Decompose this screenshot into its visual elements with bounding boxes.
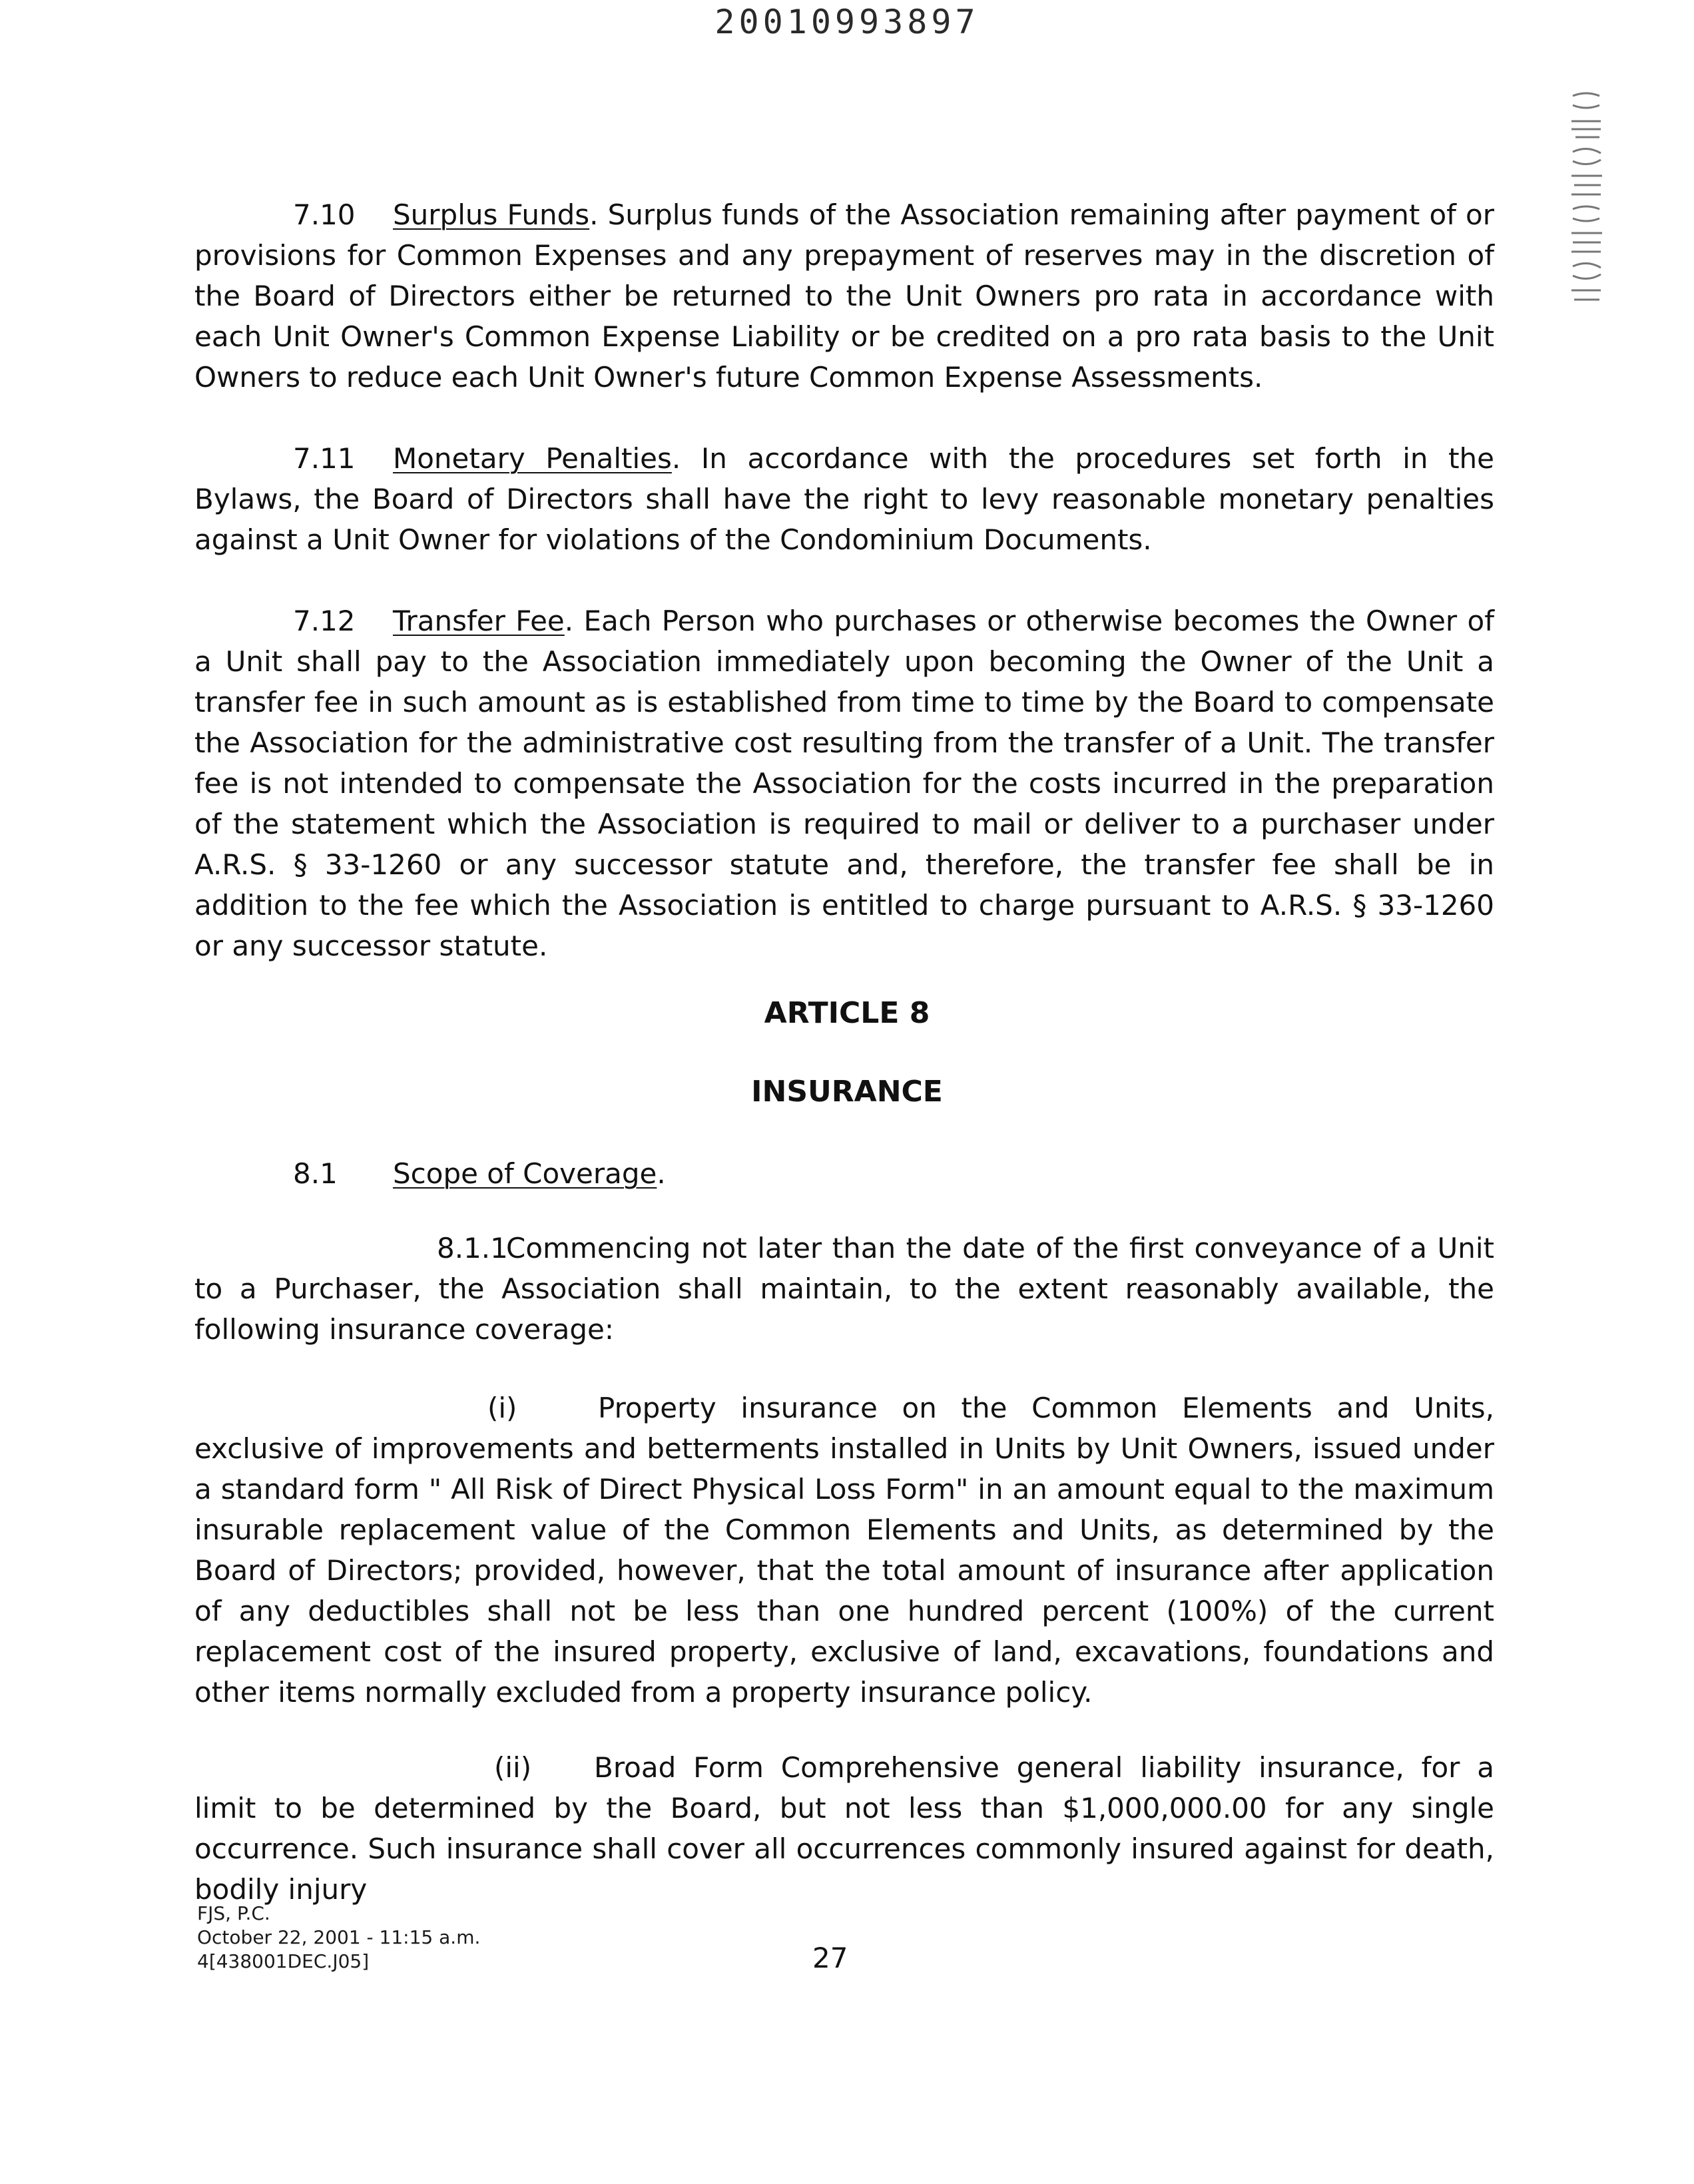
clause-i: [194, 1388, 1494, 1713]
article-title: INSURANCE: [751, 1075, 943, 1109]
section-number: 7.12: [293, 605, 356, 637]
clause-number: (ii): [494, 1751, 532, 1784]
section-heading: Surplus Funds: [393, 198, 590, 231]
article-label: ARTICLE 8: [764, 996, 930, 1030]
section-number: 8.1.1: [437, 1232, 508, 1264]
section-heading: Scope of Coverage: [393, 1157, 657, 1190]
section-number: 8.1: [293, 1157, 338, 1190]
document-number: 20010993897: [714, 3, 980, 41]
margin-recording-stamp-icon: [1566, 88, 1609, 308]
section-body: . Each Person who purchases or otherwise becomes the Owner of a Unit shall pay to the Association immediately upon becoming the Owner of the Unit a transfer fee in such amount as is established from time to time by the Board to compensate the Association for the administrative cost resulting from the transfer of a Unit. The transfer fee is not intended to compensate the Association for the costs incurred in the preparation of the statement which the Association is required to mail or deliver to a purchaser under A.R.S. § 33-1260 or any successor statute and, therefore, the transfer fee shall be in addition to the fee which the Association is entitled to charge pursuant to A.R.S. § 33-1260 or any successor statute.: [194, 605, 1494, 962]
section-8-1-1: [194, 1228, 1494, 1350]
section-body: . In accordance with the procedures set forth in the Bylaws, the Board of Directors shall have the right to levy reasonable monetary penalties against a Unit Owner for violations of the Condominium Documents.: [194, 442, 1495, 556]
footer-info: [197, 1902, 480, 1974]
section-number: 7.11: [293, 442, 356, 475]
clause-number: (i): [487, 1392, 517, 1424]
section-7-10: [194, 194, 1494, 398]
section-heading: Monetary Penalties: [393, 442, 672, 475]
footer-file-ref: 4[438001DEC.J05]: [197, 1950, 370, 1972]
section-heading: Transfer Fee: [393, 605, 565, 637]
footer-date: October 22, 2001 - 11:15 a.m.: [197, 1926, 481, 1948]
clause-ii: [194, 1747, 1494, 1910]
section-body: Commencing not later than the date of the first conveyance of a Unit to a Purchaser, the Association shall maintain, to the extent reasonably available, the following insurance coverage:: [194, 1232, 1494, 1346]
section-8-1: [194, 1153, 1494, 1194]
section-number: 7.10: [293, 198, 356, 231]
page-number: 27: [812, 1942, 848, 1974]
clause-body: Property insurance on the Common Elements and Units, exclusive of improvements and betterments installed in Units by Unit Owners, issued under a standard form " All Risk of Direct Physical Loss Form" in an amount equal to the maximum insurable replacement value of the Common Elements and Units, as determined by the Board of Directors; provided, however, that the total amount of insurance after application of any deductibles shall not be less than one hundred percent (100%) of the current replacement cost of the insured property, exclusive of land, excavations, foundations and other items normally excluded from a property insurance policy.: [194, 1392, 1494, 1709]
section-body: . Surplus funds of the Association remaining after payment of or provisions for Common Expenses and any prepayment of reserves may in the discretion of the Board of Directors either be returned to the Unit Owners pro rata in accordance with each Unit Owner's Common Expense Liability or be credited on a pro rata basis to the Unit Owners to reduce each Unit Owner's future Common Expense Assessments.: [194, 198, 1494, 394]
clause-body: Broad Form Comprehensive general liability insurance, for a limit to be determined by the Board, but not less than $1,000,000.00 for any single occurrence. Such insurance shall cover all occurrences commonly insured against for death, bodily injury: [194, 1751, 1494, 1906]
footer-firm-name: FJS, P.C.: [197, 1902, 270, 1924]
section-7-12: [194, 601, 1494, 966]
section-heading-suffix: .: [657, 1157, 666, 1190]
section-7-11: [194, 438, 1494, 560]
